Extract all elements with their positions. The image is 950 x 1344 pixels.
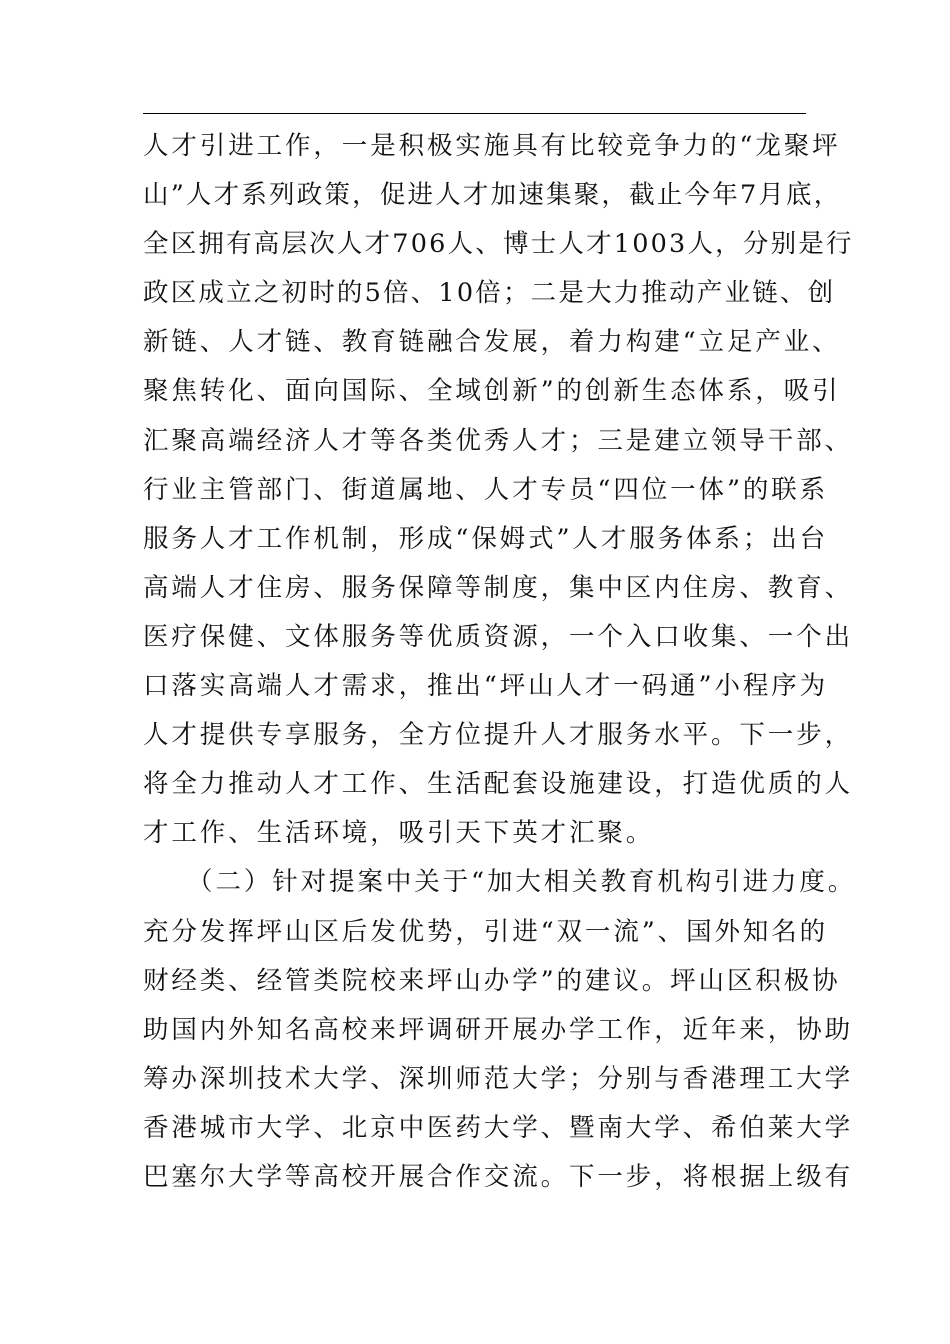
text-line: 才工作、生活环境，吸引天下英才汇聚。 bbox=[143, 818, 655, 849]
text-line: 香港城市大学、北京中医药大学、暨南大学、希伯莱大学 bbox=[143, 1112, 854, 1143]
text-line: 全区拥有高层次人才706人、博士人才1003人，分别是行 bbox=[143, 229, 854, 260]
text-line: 高端人才住房、服务保障等制度，集中区内住房、教育、 bbox=[143, 572, 854, 603]
text-line: 巴塞尔大学等高校开展合作交流。下一步，将根据上级有 bbox=[143, 1161, 854, 1192]
text-line: （二）针对提案中关于“加大相关教育机构引进力度。 bbox=[143, 867, 857, 898]
text-line: 人才引进工作，一是积极实施具有比较竞争力的“龙聚坪 bbox=[143, 131, 841, 161]
text-line: 行业主管部门、街道属地、人才专员“四位一体”的联系 bbox=[143, 474, 829, 505]
header-rule bbox=[143, 113, 806, 114]
text-line: 新链、人才链、教育链融合发展，着力构建“立足产业、 bbox=[143, 327, 841, 358]
body-text bbox=[143, 122, 863, 1202]
text-line: 人才提供专享服务，全方位提升人才服务水平。下一步， bbox=[143, 720, 854, 751]
text-line: 将全力推动人才工作、生活配套设施建设，打造优质的人 bbox=[143, 769, 854, 800]
text-line: 聚焦转化、面向国际、全域创新”的创新生态体系，吸引 bbox=[143, 376, 841, 407]
text-line: 医疗保健、文体服务等优质资源，一个入口收集、一个出 bbox=[143, 621, 854, 652]
text-line: 财经类、经管类院校来坪山办学”的建议。坪山区积极协 bbox=[143, 965, 841, 996]
text-line: 服务人才工作机制，形成“保姆式”人才服务体系；出台 bbox=[143, 523, 829, 554]
text-line: 口落实高端人才需求，推出“坪山人才一码通”小程序为 bbox=[143, 671, 829, 702]
text-line: 山”人才系列政策，促进人才加速集聚，截止今年7月底， bbox=[143, 180, 842, 211]
text-line: 汇聚高端经济人才等各类优秀人才；三是建立领导干部、 bbox=[143, 425, 854, 456]
text-line: 助国内外知名高校来坪调研开展办学工作，近年来，协助 bbox=[143, 1014, 854, 1045]
text-line: 筹办深圳技术大学、深圳师范大学；分别与香港理工大学 bbox=[143, 1063, 854, 1094]
text-line: 充分发挥坪山区后发优势，引进“双一流”、国外知名的 bbox=[143, 916, 829, 947]
text-line: 政区成立之初时的5倍、10倍；二是大力推动产业链、创 bbox=[143, 278, 836, 309]
